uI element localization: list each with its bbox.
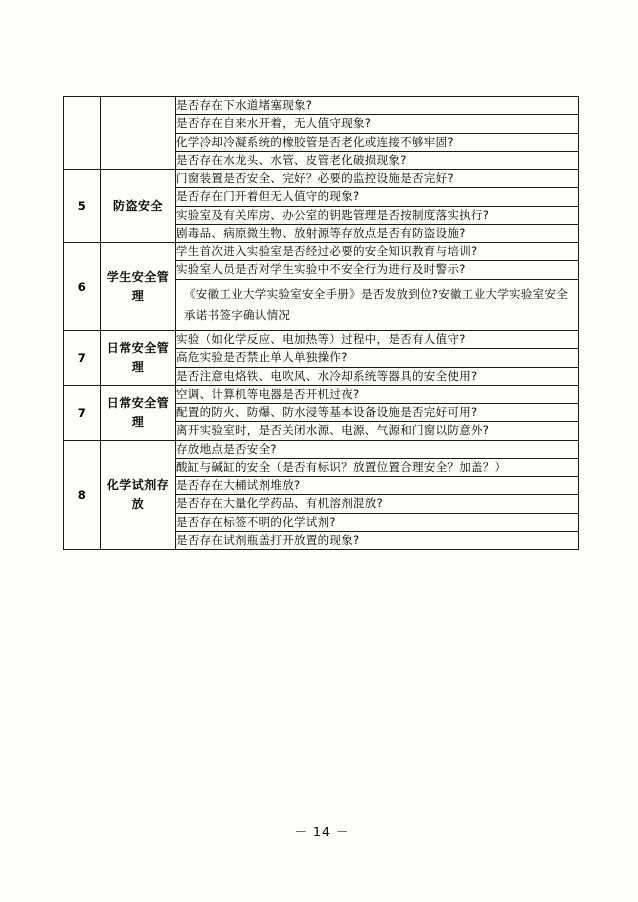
checklist-item: 是否存在下水道堵塞现象? [176, 97, 579, 115]
checklist-item: 化学冷却冷凝系统的橡胶管是否老化或连接不够牢固? [176, 133, 579, 151]
checklist-item: 《安徽工业大学实验室安全手册》是否发放到位?安徽工业大学实验室安全承诺书签字确认情况 [176, 279, 579, 331]
checklist-item: 是否存在大桶试剂堆放? [176, 477, 579, 495]
row-category-cell: 学生安全管理 [101, 243, 176, 331]
row-category-cell: 防盗安全 [101, 170, 176, 243]
row-number-cell: 7 [64, 385, 101, 440]
checklist-item: 学生首次进入实验室是否经过必要的安全知识教育与培训? [176, 243, 579, 261]
row-number-cell: 6 [64, 243, 101, 331]
row-number-cell [64, 97, 101, 170]
table-row [64, 243, 579, 261]
checklist-item: 门窗装置是否安全、完好？必要的监控设施是否完好? [176, 170, 579, 188]
checklist-item: 是否存在自来水开着，无人值守现象? [176, 115, 579, 133]
checklist-item: 酸缸与碱缸的安全（是否有标识？放置位置合理安全？加盖？） [176, 458, 579, 476]
checklist-item: 存放地点是否安全? [176, 440, 579, 458]
row-category-cell: 化学试剂存放 [101, 440, 176, 550]
page-footer [0, 822, 638, 840]
checklist-item: 是否存在大量化学药品、有机溶剂混放? [176, 495, 579, 513]
row-number-cell: 7 [64, 331, 101, 386]
row-category-cell [101, 97, 176, 170]
table-row [64, 331, 579, 349]
row-number-cell: 5 [64, 170, 101, 243]
row-number-cell: 8 [64, 440, 101, 550]
safety-checklist-table [63, 96, 579, 550]
page-number: － 14 － [294, 824, 350, 839]
checklist-item: 高危实验是否禁止单人单独操作? [176, 349, 579, 367]
row-category-cell: 日常安全管理 [101, 385, 176, 440]
checklist-sheet [63, 96, 575, 550]
checklist-item: 是否注意电烙铁、电吹风、水冷却系统等器具的安全使用? [176, 367, 579, 385]
table-row [64, 170, 579, 188]
checklist-item: 剧毒品、病原微生物、放射源等存放点是否有防盗设施? [176, 224, 579, 242]
checklist-item: 实验室人员是否对学生实验中不安全行为进行及时警示? [176, 261, 579, 279]
row-category-cell: 日常安全管理 [101, 331, 176, 386]
checklist-item: 是否存在门开着但无人值守的现象? [176, 188, 579, 206]
checklist-item: 配置的防火、防爆、防水浸等基本设备设施是否完好可用? [176, 404, 579, 422]
table-row [64, 385, 579, 403]
checklist-item: 空调、计算机等电器是否开机过夜? [176, 385, 579, 403]
checklist-item: 是否存在标签不明的化学试剂? [176, 513, 579, 531]
table-row [64, 97, 579, 115]
checklist-item: 实验室及有关库房、办公室的钥匙管理是否按制度落实执行? [176, 206, 579, 224]
table-row [64, 440, 579, 458]
checklist-item: 离开实验室时，是否关闭水源、电源、气源和门窗以防意外? [176, 422, 579, 440]
checklist-item: 实验（如化学反应、电加热等）过程中，是否有人值守? [176, 331, 579, 349]
checklist-item: 是否存在试剂瓶盖打开放置的现象? [176, 531, 579, 549]
table-body [64, 97, 579, 550]
checklist-item: 是否存在水龙头、水管、皮管老化破损现象? [176, 151, 579, 169]
